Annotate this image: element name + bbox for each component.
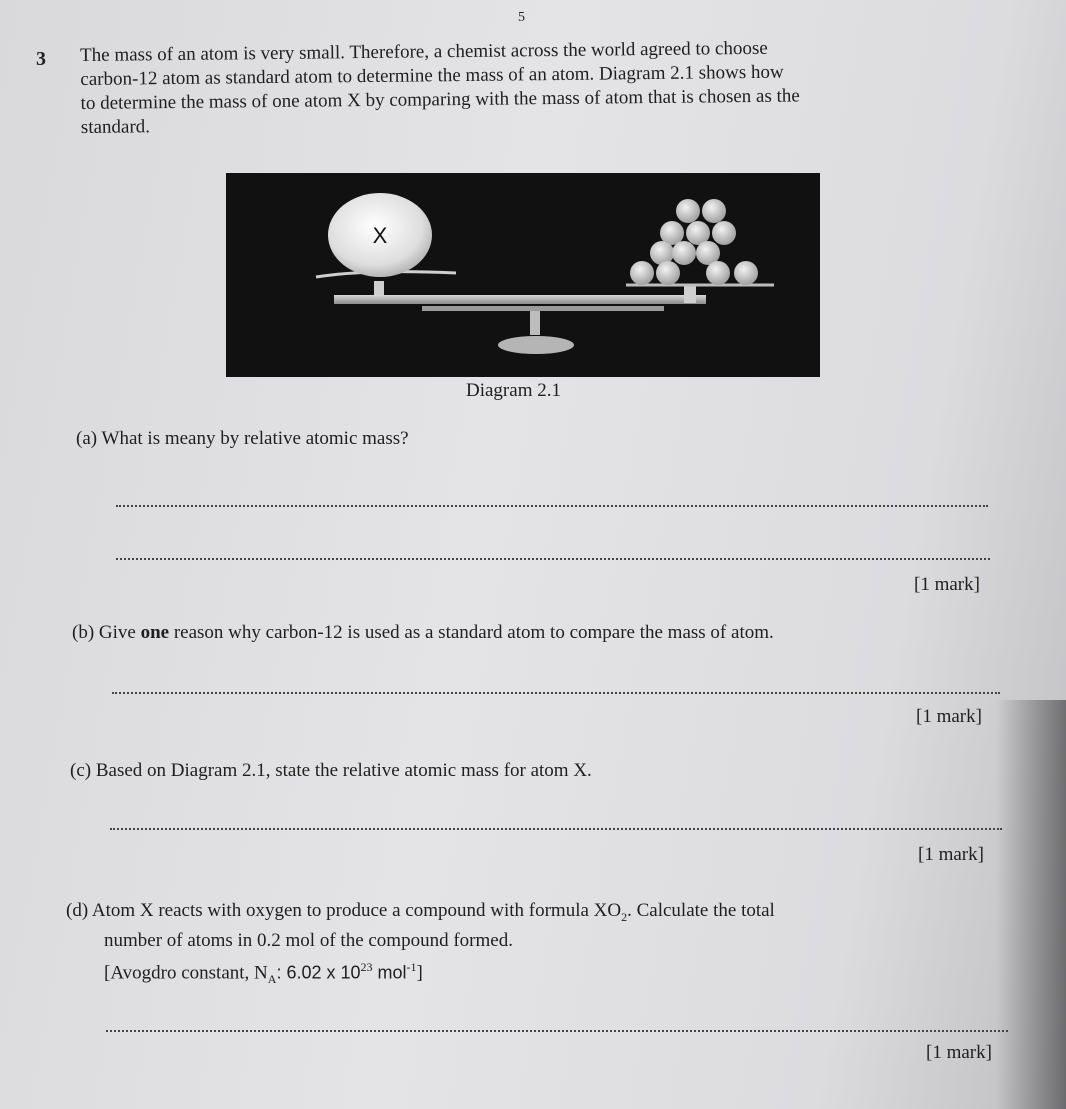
page-number: 5 <box>518 10 525 25</box>
subscript: 2 <box>621 909 628 924</box>
part-text: What is meany by relative atomic mass? <box>101 428 409 449</box>
avogadro-constant: [Avogdro constant, $N_A$: 6.02 x $10^{23}$ mol$^{-1}$] <box>104 960 423 987</box>
part-text: Based on Diagram 2.1, state the relative atomic mass for atom X. <box>95 760 592 781</box>
question-intro <box>80 34 996 140</box>
balance-illustration <box>226 173 820 377</box>
answer-line[interactable] <box>116 505 988 507</box>
balance-base <box>498 336 574 354</box>
standard-atom <box>734 261 758 285</box>
balance-beam-shadow <box>422 306 664 311</box>
balance-pillar <box>530 311 540 335</box>
mark-allocation: [1 mark] <box>918 844 984 865</box>
intro-line: to determine the mass of one atom X by comparing with the mass of atom that is chosen as the <box>80 85 800 114</box>
diagram-caption: Diagram 2.1 <box>466 380 561 401</box>
part-c <box>70 760 592 782</box>
balance-diagram <box>226 173 820 377</box>
answer-line[interactable] <box>106 1030 1008 1032</box>
mark-allocation: [1 mark] <box>916 706 982 727</box>
emphasis-text: one <box>140 622 170 643</box>
part-label: (a) <box>76 428 98 449</box>
intro-line: carbon-12 atom as standard atom to determine the mass of an atom. Diagram 2.1 shows how <box>80 61 784 90</box>
part-text: reason why carbon-12 is used as a standard atom to compare the mass of atom. <box>169 622 774 643</box>
part-d-line2: number of atoms in 0.2 mol of the compound formed. <box>104 930 513 951</box>
left-support <box>374 281 384 297</box>
part-d <box>66 900 775 925</box>
answer-line[interactable] <box>116 558 990 560</box>
part-a <box>76 428 409 450</box>
part-label: (c) <box>70 760 92 781</box>
intro-line: standard. <box>80 116 151 138</box>
carbon-12-atoms <box>630 199 758 285</box>
page-shadow <box>996 700 1066 1109</box>
part-label: (d) <box>66 900 89 921</box>
standard-atom <box>676 199 700 223</box>
intro-line: The mass of an atom is very small. Therefore, a chemist across the world agreed to choose <box>80 37 768 66</box>
standard-atom <box>706 261 730 285</box>
part-text: . Calculate the total <box>627 900 775 921</box>
answer-line[interactable] <box>110 828 1002 830</box>
answer-line[interactable] <box>112 692 1000 694</box>
mark-allocation: [1 mark] <box>914 574 980 595</box>
atom-x-label: X <box>372 223 388 248</box>
part-text: Give <box>98 622 141 643</box>
part-label: (b) <box>72 622 95 643</box>
part-b <box>72 622 774 644</box>
standard-atom <box>672 241 696 265</box>
question-number: 3 <box>36 48 46 70</box>
right-support <box>684 285 696 303</box>
part-text: Atom X reacts with oxygen to produce a compound with formula XO <box>91 900 622 921</box>
standard-atom <box>702 199 726 223</box>
standard-atom <box>656 261 680 285</box>
balance-beam <box>334 295 706 304</box>
standard-atom <box>712 221 736 245</box>
mark-allocation: [1 mark] <box>926 1042 992 1063</box>
standard-atom <box>630 261 654 285</box>
